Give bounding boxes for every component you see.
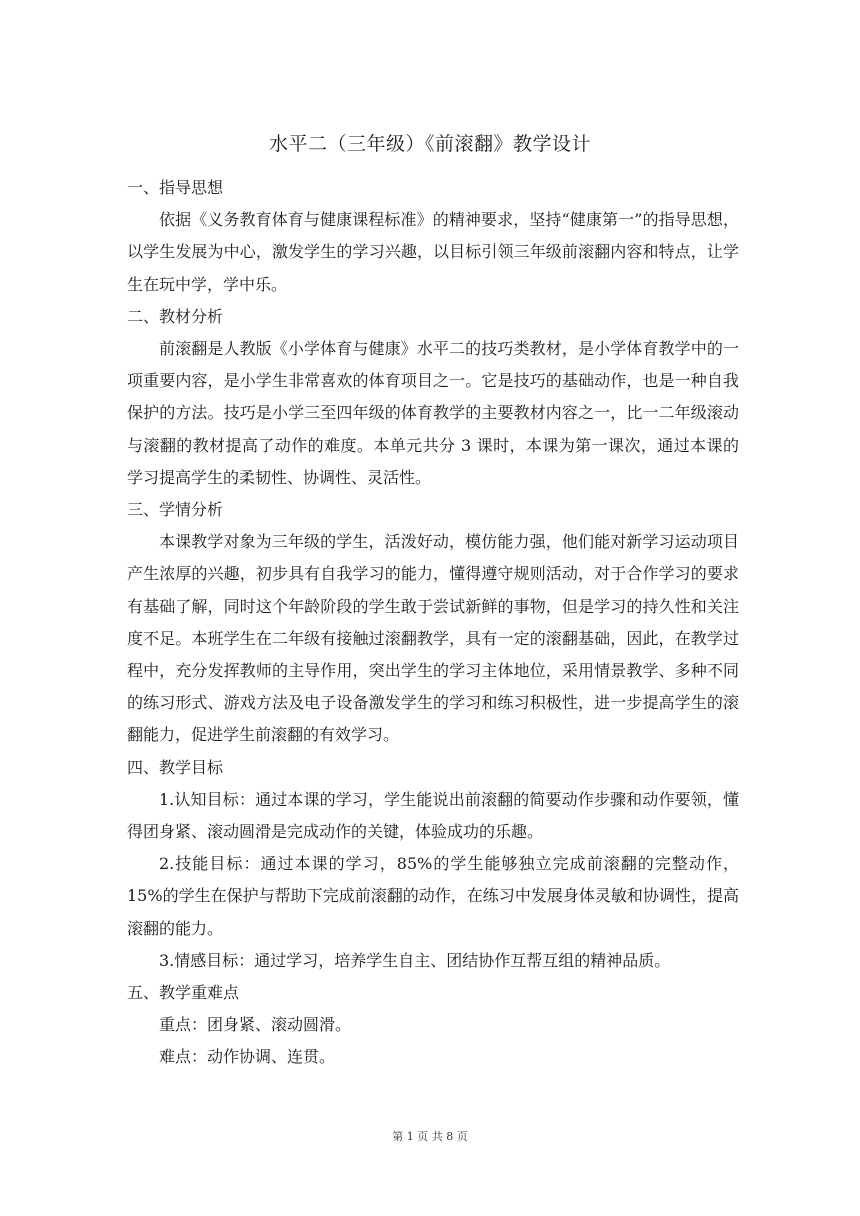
document-body bbox=[127, 172, 739, 1074]
guiding-ideology-paragraph: 依据《义务教育体育与健康课程标准》的精神要求，坚持“健康第一”的指导思想，以学生发展为中心，激发学生的学习兴趣，以目标引领三年级前滚翻内容和特点，让学生在玩中学，学中乐。 bbox=[127, 210, 739, 294]
textbook-analysis-paragraph: 前滚翻是人教版《小学体育与健康》水平二的技巧类教材，是小学体育教学中的一项重要内容，是小学生非常喜欢的体育项目之一。它是技巧的基础动作，也是一种自我保护的方法。技巧是小学三至四年级的体育教学的主要教材内容之一，比一二年级滚动与滚翻的教材提高了动作的难度。本单元共分 3 课时，本课为第一课次，通过本课的学习提高学生的柔韧性、协调性、灵活性。 bbox=[127, 339, 739, 487]
affective-goal-paragraph: 3.情感目标：通过学习，培养学生自主、团结协作互帮互组的精神品质。 bbox=[159, 950, 671, 970]
section-heading-key-points: 五、教学重难点 bbox=[127, 983, 240, 1003]
document-title: 水平二（三年级）《前滚翻》教学设计 bbox=[268, 133, 591, 155]
cognitive-goal-paragraph: 1.认知目标：通过本课的学习，学生能说出前滚翻的简要动作步骤和动作要领，懂得团身紧、滚动圆滑是完成动作的关键，体验成功的乐趣。 bbox=[127, 789, 739, 842]
skill-goal-paragraph: 2.技能目标：通过本课的学习，85%的学生能够独立完成前滚翻的完整动作，15%的学生在保护与帮助下完成前滚翻的动作，在练习中发展身体灵敏和协调性，提高滚翻的能力。 bbox=[127, 854, 739, 938]
learner-analysis-paragraph: 本课教学对象为三年级的学生，活泼好动，模仿能力强，他们能对新学习运动项目产生浓厚的兴趣，初步具有自我学习的能力，懂得遵守规则活动，对于合作学习的要求有基础了解，同时这个年龄阶段的学生敢于尝试新鲜的事物，但是学习的持久性和关注度不足。本班学生在二年级有接触过滚翻教学，具有一定的滚翻基础，因此，在教学过程中，充分发挥教师的主导作用，突出学生的学习主体地位，采用情景教学、多种不同的练习形式、游戏方法及电子设备激发学生的学习和练习积极性，进一步提高学生的滚翻能力，促进学生前滚翻的有效学习。 bbox=[127, 532, 739, 745]
page-number-footer: 第 1 页 共 8 页 bbox=[392, 1130, 468, 1143]
key-point-line: 重点：团身紧、滚动圆滑。 bbox=[159, 1015, 352, 1035]
section-heading-learner-analysis: 三、学情分析 bbox=[127, 500, 224, 520]
section-heading-teaching-goals: 四、教学目标 bbox=[127, 757, 224, 777]
section-heading-textbook-analysis: 二、教材分析 bbox=[127, 306, 224, 326]
section-heading-guiding-ideology: 一、指导思想 bbox=[127, 178, 224, 197]
difficult-point-line: 难点：动作协调、连贯。 bbox=[159, 1047, 336, 1067]
